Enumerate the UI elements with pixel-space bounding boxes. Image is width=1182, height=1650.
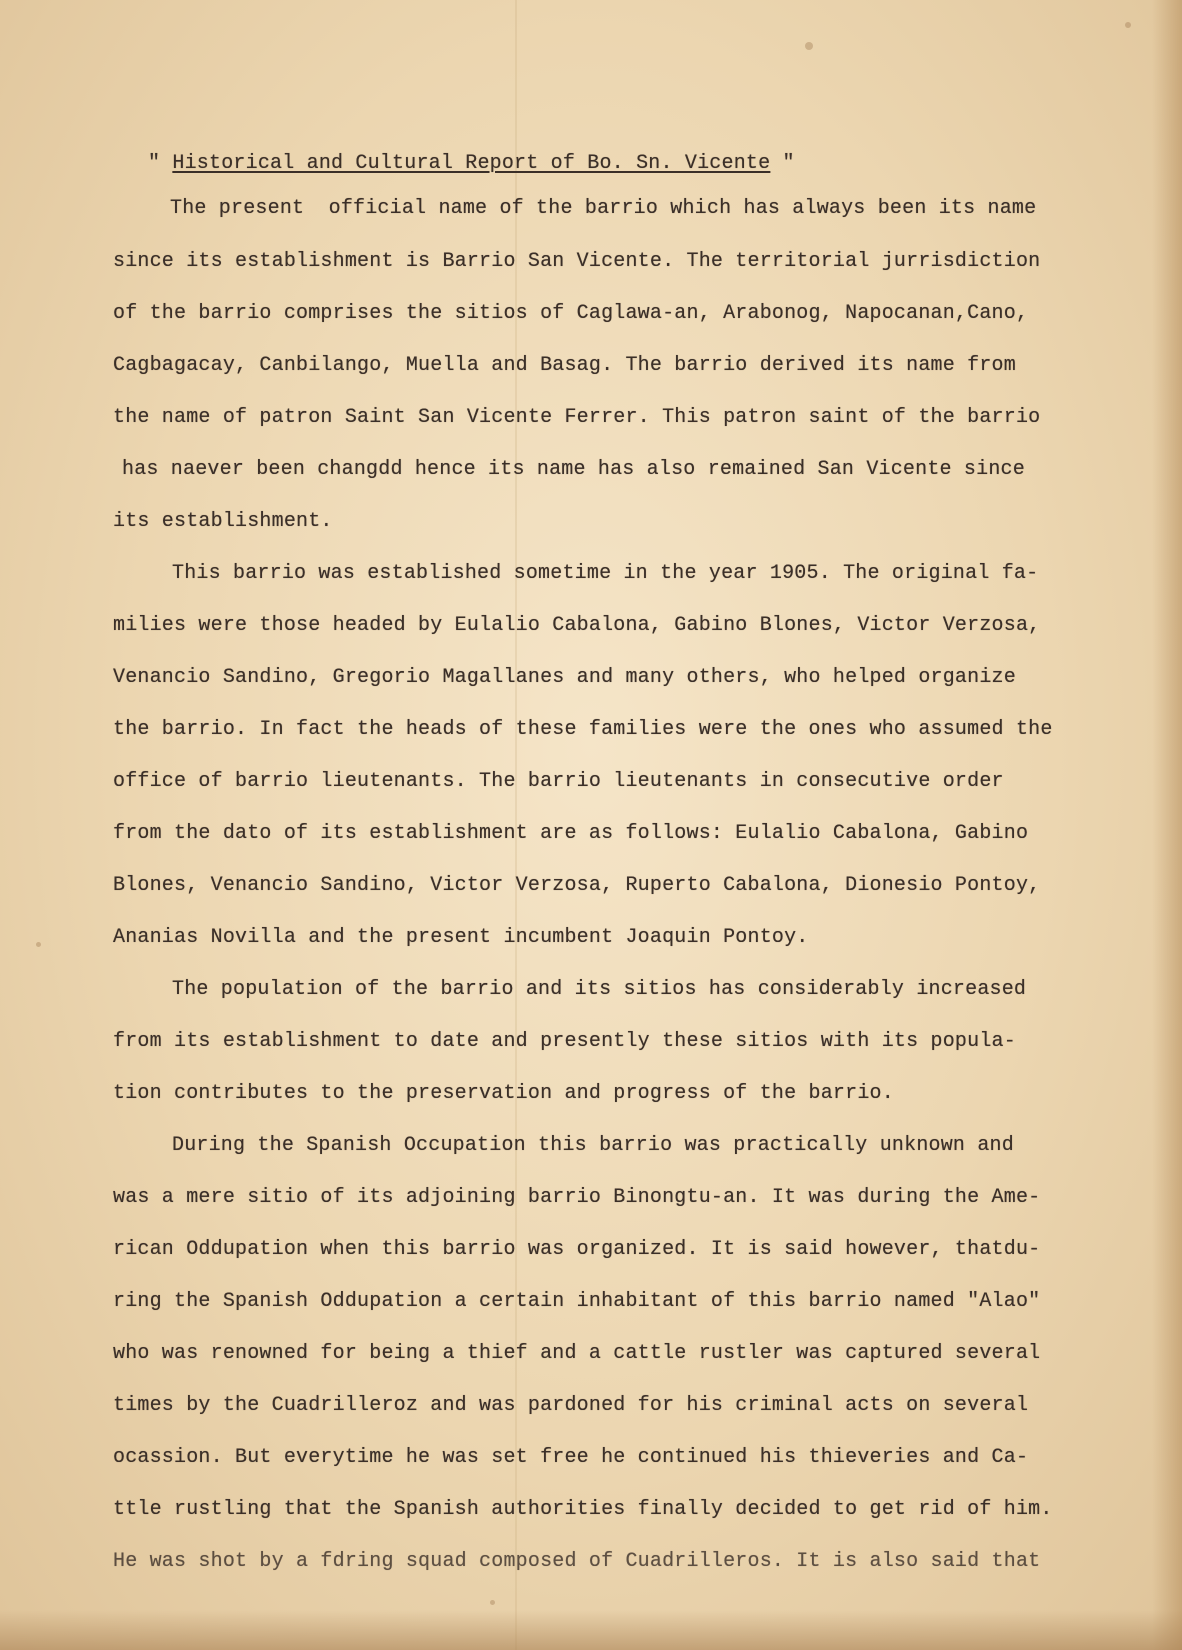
document-title (148, 152, 795, 175)
body-line: The population of the barrio and its sitios has considerably increased (172, 978, 1027, 1001)
title-text: Historical and Cultural Report of Bo. Sn. Vicente (172, 152, 771, 175)
body-line: He was shot by a fdring squad composed of Cuadrilleros. It is also said that (113, 1550, 1041, 1573)
body-line: was a mere sitio of its adjoining barrio Binongtu-an. It was during the Ame- (113, 1186, 1041, 1209)
body-line: times by the Cuadrilleroz and was pardoned for his criminal acts on several (113, 1394, 1029, 1417)
body-line: This barrio was established sometime in the year 1905. The original fa- (172, 562, 1039, 585)
body-line: its establishment. (113, 510, 333, 533)
body-line: the barrio. In fact the heads of these families were the ones who assumed the (113, 718, 1053, 741)
body-line: office of barrio lieutenants. The barrio lieutenants in consecutive order (113, 770, 1004, 793)
body-line: who was renowned for being a thief and a cattle rustler was captured several (113, 1342, 1041, 1365)
body-line: Blones, Venancio Sandino, Victor Verzosa, Ruperto Cabalona, Dionesio Pontoy, (113, 874, 1041, 897)
paper-stain (805, 42, 813, 50)
body-line: During the Spanish Occupation this barrio was practically unknown and (172, 1134, 1014, 1157)
body-line: the name of patron Saint San Vicente Ferrer. This patron saint of the barrio (113, 406, 1041, 429)
body-line: Cagbagacay, Canbilango, Muella and Basag. The barrio derived its name from (113, 354, 1016, 377)
body-line: ring the Spanish Oddupation a certain inhabitant of this barrio named "Alao" (113, 1290, 1041, 1313)
body-line: milies were those headed by Eulalio Cabalona, Gabino Blones, Victor Verzosa, (113, 614, 1041, 637)
body-line: rican Oddupation when this barrio was organized. It is said however, thatdu- (113, 1238, 1041, 1261)
body-line: has naever been changdd hence its name has also remained San Vicente since (122, 458, 1025, 481)
body-line: Venancio Sandino, Gregorio Magallanes and many others, who helped organize (113, 666, 1016, 689)
body-line: from its establishment to date and presently these sitios with its popula- (113, 1030, 1016, 1053)
body-line: since its establishment is Barrio San Vicente. The territorial jurrisdiction (113, 250, 1041, 273)
paper-stain (36, 942, 41, 947)
body-line: ttle rustling that the Spanish authorities finally decided to get rid of him. (113, 1498, 1053, 1521)
paper-stain (1125, 22, 1131, 28)
body-line: of the barrio comprises the sitios of Caglawa-an, Arabonog, Napocanan,Cano, (113, 302, 1029, 325)
title-open-quote: " (148, 152, 161, 175)
body-line: The present official name of the barrio which has always been its name (170, 197, 1037, 220)
paper-edge-right (1152, 0, 1182, 1650)
body-line: from the dato of its establishment are as follows: Eulalio Cabalona, Gabino (113, 822, 1029, 845)
body-line: ocassion. But everytime he was set free he continued his thieveries and Ca- (113, 1446, 1029, 1469)
title-close-quote: " (782, 152, 795, 175)
body-line: tion contributes to the preservation and progress of the barrio. (113, 1082, 894, 1105)
paper-stain (490, 1600, 495, 1605)
body-line: Ananias Novilla and the present incumbent Joaquin Pontoy. (113, 926, 809, 949)
paper-edge-bottom (0, 1610, 1182, 1650)
